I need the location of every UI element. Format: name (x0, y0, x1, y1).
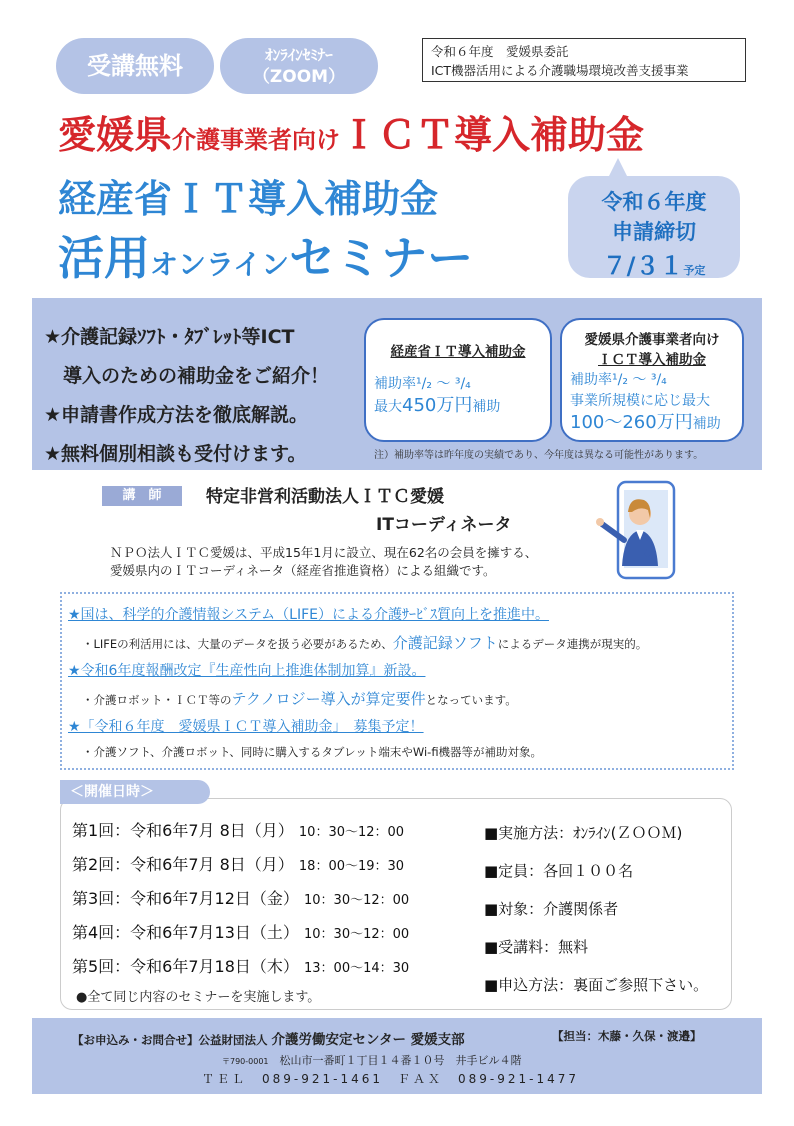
contact-staff: 【担当：木藤・久保・渡邉】 (552, 1029, 702, 1043)
free-badge-text: 受講無料 (87, 52, 183, 80)
highlight-head: ★令和6年度報酬改定『生産性向上推進体制加算』新設。 (68, 663, 426, 679)
feature-point: ★無料個別相談も受付けます。 (44, 443, 307, 465)
title-line2: 経産省ＩＴ導入補助金 (58, 177, 439, 221)
free-admission-badge (56, 38, 214, 94)
info-item: ■実施方法：ｵﾝﾗｲﾝ(ＺＯＯＭ) (484, 824, 683, 842)
meti-max-amount: 450万円 (402, 395, 473, 416)
title-line3 (58, 222, 473, 288)
title-ehime: 愛媛県 (58, 113, 173, 157)
info-item: ■申込方法：裏面ご参照下さい。 (484, 976, 709, 994)
ehime-rate: 補助率¹/₂ ～ ³/₄ (570, 372, 667, 388)
online-badge-line2: （ZOOM） (252, 67, 346, 87)
highlight-detail (82, 632, 647, 653)
highlight-detail-pre: ・介護ソフト、介護ロボット、同時に購入するタブレット端末やWi-fi機器等が補助対象。 (82, 745, 543, 759)
sponsor-box (422, 38, 746, 82)
ehime-subsidy-title2: ＩＣＴ導入補助金 (598, 352, 706, 368)
lecturer-description (110, 544, 537, 580)
highlight-detail (82, 744, 542, 760)
contact-line (72, 1028, 465, 1048)
meti-subsidy-box (364, 318, 552, 442)
session-label: 第5回：令和6年7月18日（木） (72, 957, 299, 976)
feature-point: ★申請書作成方法を徹底解説。 (44, 404, 309, 426)
title-katsuyou: 活用 (58, 231, 150, 285)
ehime-scale: 事業所規模に応じ最大 (570, 393, 710, 409)
meti-max-suffix: 補助 (472, 399, 501, 415)
ehime-subsidy-box (560, 318, 744, 442)
session-label: 第2回：令和6年7月 8日（月） (72, 855, 294, 874)
ehime-amount-suffix: 補助 (692, 416, 721, 432)
highlight-detail-pre: ・介護ロボット・ＩＣＴ等の (82, 693, 232, 707)
title-online: オンライン (150, 248, 290, 281)
deadline-year: 令和６年度 (601, 190, 707, 214)
feature-point: 導入のための補助金をご紹介！ (44, 365, 330, 387)
contact-phone: ＴＥＬ 089-921-1461 ＦＡＸ 089-921-1477 (202, 1072, 580, 1086)
session-time: 10：30～12：00 (304, 927, 410, 942)
contact-org: 介護労働安定センター 愛媛支部 (271, 1032, 465, 1048)
deadline-bubble (568, 176, 740, 278)
presenter-with-tablet-icon (590, 478, 680, 582)
session-time: 10：30～12：00 (298, 825, 405, 840)
feature-point: ★介護記録ｿﾌﾄ・ﾀﾌﾞﾚｯﾄ等ICT (44, 326, 295, 348)
session-row (72, 818, 404, 841)
highlight-detail-pre: ・LIFEの利活用には、大量のデータを扱う必要があるため、 (82, 637, 393, 651)
deadline-label: 申請締切 (612, 220, 696, 244)
ehime-amount-value: 100～260万円 (570, 412, 693, 433)
address-text: 松山市一番町１丁目１４番１０号 井手ビル４階 (279, 1054, 522, 1067)
deadline-bubble-tail (608, 158, 628, 178)
highlight-detail-post: となっています。 (425, 693, 517, 707)
ehime-amount (562, 412, 742, 435)
highlight-head: ★国は、科学的介護情報システム（LIFE）による介護ｻｰﾋﾞｽ質向上を推進中。 (68, 607, 549, 623)
online-seminar-badge (220, 38, 378, 94)
ehime-subsidy-title1: 愛媛県介護事業者向け (584, 332, 720, 348)
session-label: 第1回：令和6年7月 8日（月） (72, 821, 294, 840)
schedule-note: ●全て同じ内容のセミナーを実施します。 (76, 990, 321, 1005)
highlight-detail-em: テクノロジー導入が算定要件 (231, 690, 426, 708)
meti-rate: 補助率¹/₂ ～ ³/₄ (374, 376, 471, 392)
contact-address (222, 1052, 522, 1068)
session-row (72, 886, 409, 909)
highlight-detail (82, 688, 517, 709)
info-item: ■定員：各回１００名 (484, 862, 634, 880)
session-time: 13：00～14：30 (304, 961, 410, 976)
lecturer-role: ITコーディネータ (376, 515, 512, 535)
contact-label: 【お申込み・お問合せ】公益財団法人 (72, 1033, 268, 1047)
sponsor-line1: 令和６年度 愛媛県委託 (431, 44, 569, 59)
highlight-detail-post: によるデータ連携が現実的。 (497, 637, 648, 651)
schedule-tab: ＜開催日時＞ (60, 780, 210, 804)
postal-code: 〒790-0001 (222, 1057, 269, 1066)
info-item: ■対象：介護関係者 (484, 900, 619, 918)
deadline-date (568, 246, 740, 281)
deadline-date-value: ７/３１ (602, 252, 684, 280)
deadline-suffix: 予定 (683, 264, 706, 277)
lecturer-desc-line1: ＮＰＯ法人ＩＴＣ愛媛は、平成15年1月に設立、現在62名の会員を擁する、 (110, 545, 538, 560)
sponsor-line2: ICT機器活用による介護職場環境改善支援事業 (431, 63, 689, 78)
online-badge-line1: ｵﾝﾗｲﾝｾﾐﾅｰ (265, 46, 333, 64)
title-ict-subsidy: ＩＣＴ導入補助金 (340, 113, 645, 157)
title-care-providers: 介護事業者向け (172, 126, 341, 154)
title-line1 (58, 104, 644, 159)
highlight-detail-em: 介護記録ソフト (392, 634, 498, 652)
session-row (72, 920, 409, 943)
subsidy-note: 注）補助率等は昨年度の実績であり、今年度は異なる可能性があります。 (374, 450, 704, 461)
lecturer-label: 講 師 (102, 486, 182, 506)
session-row (72, 852, 404, 875)
info-item: ■受講料：無料 (484, 938, 589, 956)
lecturer-desc-line2: 愛媛県内のＩＴコーディネータ（経産省推進資格）による組織です。 (110, 563, 496, 578)
session-time: 10：30～12：00 (304, 893, 410, 908)
feature-points (44, 318, 329, 474)
meti-max-prefix: 最大 (374, 399, 402, 415)
session-label: 第4回：令和6年7月13日（土） (72, 923, 299, 942)
title-seminar: セミナー (289, 231, 474, 285)
session-time: 18：00～19：30 (298, 859, 405, 874)
meti-subsidy-title: 経産省ＩＴ導入補助金 (390, 344, 526, 360)
session-label: 第3回：令和6年7月12日（金） (72, 889, 299, 908)
highlight-head: ★「令和６年度 愛媛県ＩＣＴ導入補助金」 募集予定！ (68, 719, 424, 735)
session-row (72, 954, 409, 977)
meti-max (366, 395, 550, 418)
lecturer-org: 特定非営利活動法人ＩＴＣ愛媛 (206, 487, 444, 507)
